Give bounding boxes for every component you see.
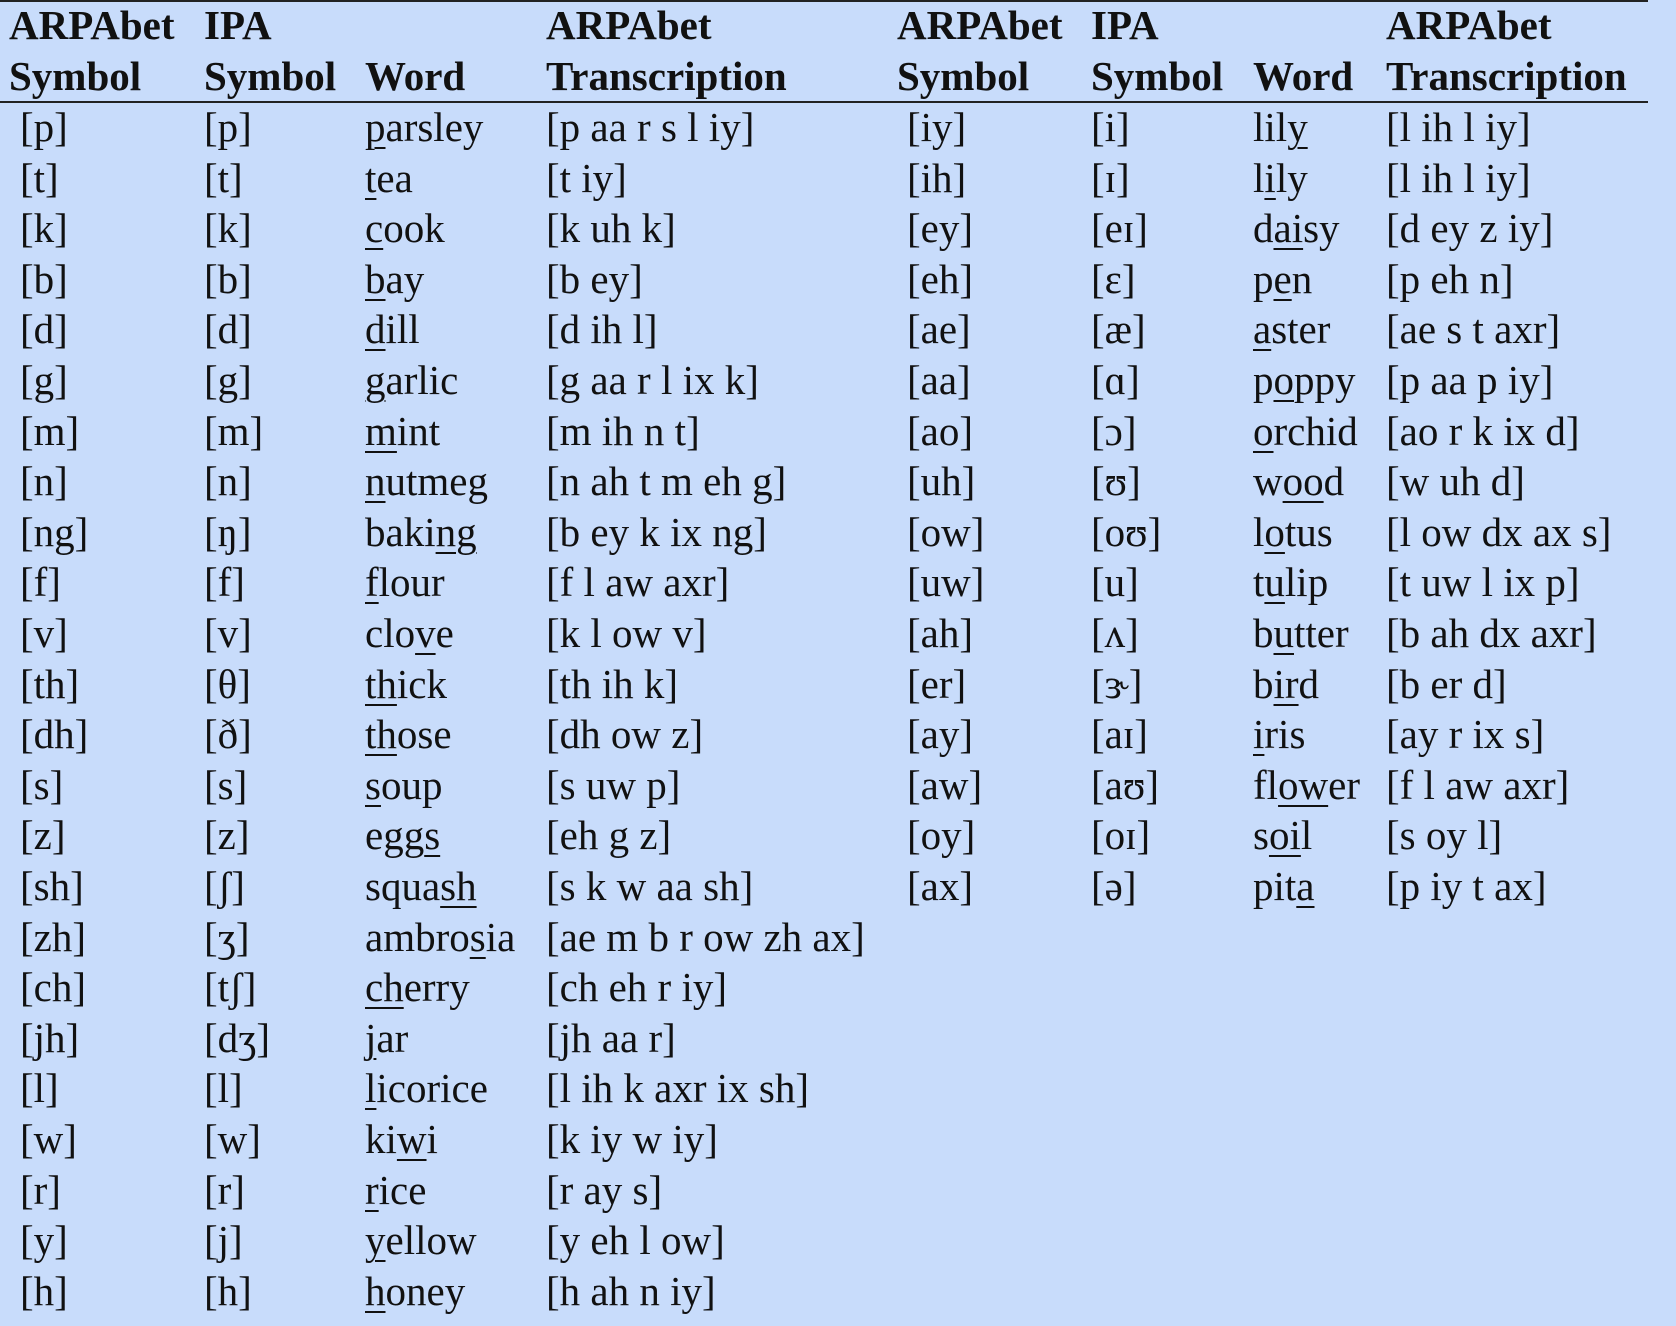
consonant-arpabet-transcription: [p aa r s l iy]: [546, 104, 755, 150]
consonant-example-word: [365, 1165, 426, 1216]
vowel-example-word: [1253, 507, 1333, 558]
vowel-arpabet-transcription: [ay r ix s]: [1386, 711, 1545, 758]
consonant-example-word: [365, 153, 413, 204]
vowel-ipa-symbol: [u]: [1091, 559, 1139, 606]
vowel-arpabet-transcription: [w uh d]: [1386, 458, 1525, 505]
consonant-example-word: [365, 1266, 465, 1317]
word-underlined-part: ai: [1273, 205, 1304, 252]
word-prefix: ambro: [365, 913, 470, 960]
word-prefix: l: [1253, 154, 1265, 201]
vowel-arpabet-transcription: [p eh n]: [1386, 255, 1514, 302]
vowel-ipa-symbol: [oɪ]: [1091, 812, 1151, 859]
word-suffix: ick: [396, 660, 447, 707]
vowel-ipa-symbol: [ə]: [1091, 863, 1137, 909]
consonant-arpabet-transcription: [t iy]: [546, 154, 627, 201]
consonant-ipa-symbol: [k]: [204, 205, 252, 252]
vowel-example-word: [1253, 608, 1349, 659]
word-prefix: baki: [365, 508, 436, 555]
vowel-example-word: [1253, 254, 1312, 305]
vowel-arpabet-transcription: [b er d]: [1386, 660, 1507, 707]
table-row: [0, 456, 1648, 507]
vowel-example-word: [1253, 861, 1315, 912]
vowel-arpabet-symbol: [aw]: [907, 761, 983, 808]
vowel-example-word: [1253, 557, 1328, 608]
table-row: [0, 861, 1648, 912]
vowel-arpabet-symbol: [ay]: [907, 711, 974, 758]
word-underlined-part: r: [365, 1166, 379, 1213]
word-prefix: l: [1253, 508, 1265, 555]
word-suffix: e: [435, 610, 454, 656]
consonant-ipa-symbol: [v]: [204, 610, 252, 656]
word-underlined-part: th: [365, 711, 397, 758]
consonant-arpabet-symbol: [z]: [20, 812, 66, 859]
word-underlined-part: o: [1253, 407, 1274, 454]
consonant-arpabet-transcription: [th ih k]: [546, 660, 679, 707]
table-row: [0, 1266, 1648, 1317]
consonant-ipa-symbol: [t]: [204, 154, 243, 201]
header-arpabet-transcription-left: ARPAbet Transcription: [546, 2, 787, 99]
vowel-arpabet-symbol: [ih]: [907, 154, 967, 201]
table-row: [0, 1215, 1648, 1266]
vowel-arpabet-transcription: [f l aw axr]: [1386, 761, 1570, 808]
word-underlined-part: e: [1273, 255, 1292, 302]
vowel-ipa-symbol: [ɛ]: [1091, 255, 1136, 302]
word-prefix: p: [1253, 255, 1274, 302]
consonant-arpabet-transcription: [d ih l]: [546, 306, 658, 353]
table-row: [0, 912, 1648, 963]
vowel-ipa-symbol: [ɝ]: [1091, 660, 1143, 707]
consonant-arpabet-transcription: [m ih n t]: [546, 407, 700, 454]
vowel-ipa-symbol: [aʊ]: [1091, 761, 1160, 808]
vowel-arpabet-transcription: [t uw l ix p]: [1386, 559, 1580, 606]
vowel-ipa-symbol: [ɑ]: [1091, 357, 1140, 403]
vowel-example-word: [1253, 810, 1312, 861]
word-prefix: d: [1253, 205, 1274, 252]
word-underlined-part: ir: [1273, 660, 1299, 707]
word-prefix: fl: [1253, 761, 1279, 808]
word-suffix: d: [1298, 660, 1320, 707]
table-row: [0, 1063, 1648, 1114]
word-underlined-part: d: [365, 306, 386, 353]
consonant-arpabet-transcription: [s uw p]: [546, 761, 681, 808]
consonant-example-word: [365, 1114, 438, 1165]
vowel-example-word: [1253, 406, 1358, 457]
consonant-example-word: [365, 355, 458, 406]
word-prefix: b: [1253, 610, 1274, 656]
word-underlined-part: s: [424, 812, 441, 859]
consonant-example-word: [365, 810, 440, 861]
word-underlined-part: h: [365, 1267, 386, 1314]
consonant-arpabet-symbol: [k]: [20, 205, 68, 252]
consonant-example-word: [365, 102, 483, 153]
table-row: [0, 608, 1648, 659]
vowel-ipa-symbol: [ʊ]: [1091, 458, 1141, 505]
consonant-arpabet-symbol: [v]: [20, 610, 68, 656]
word-prefix: ki: [365, 1116, 397, 1162]
consonant-arpabet-transcription: [l ih k axr ix sh]: [546, 1065, 810, 1112]
consonant-arpabet-symbol: [f]: [20, 559, 61, 606]
consonant-arpabet-symbol: [sh]: [20, 863, 84, 909]
consonant-ipa-symbol: [j]: [204, 1217, 243, 1264]
consonant-arpabet-transcription: [k l ow v]: [546, 610, 707, 656]
word-prefix: pit: [1253, 863, 1297, 909]
word-underlined-part: oi: [1268, 812, 1301, 859]
consonant-example-word: [365, 659, 447, 710]
vowel-example-word: [1253, 709, 1305, 760]
vowel-example-word: [1253, 153, 1308, 204]
table-row: [0, 962, 1648, 1013]
word-suffix: er: [1328, 761, 1361, 808]
vowel-arpabet-symbol: [uw]: [907, 559, 985, 606]
consonant-ipa-symbol: [ð]: [204, 711, 252, 758]
consonant-arpabet-symbol: [ng]: [20, 508, 89, 555]
consonant-arpabet-transcription: [eh g z]: [546, 812, 672, 859]
word-underlined-part: s: [469, 913, 486, 960]
consonant-arpabet-transcription: [g aa r l ix k]: [546, 357, 759, 403]
vowel-arpabet-transcription: [l ow dx ax s]: [1386, 508, 1612, 555]
word-underlined-part: j: [365, 1014, 377, 1061]
consonant-arpabet-symbol: [dh]: [20, 711, 89, 758]
consonant-arpabet-symbol: [y]: [20, 1217, 68, 1264]
consonant-example-word: [365, 912, 515, 963]
consonant-example-word: [365, 1215, 477, 1266]
word-prefix: clo: [365, 610, 416, 656]
word-suffix: i: [426, 1116, 438, 1162]
word-suffix: arsley: [385, 104, 484, 150]
word-underlined-part: o: [1273, 357, 1294, 403]
consonant-arpabet-transcription: [h ah n iy]: [546, 1267, 716, 1314]
consonant-arpabet-transcription: [n ah t m eh g]: [546, 458, 787, 505]
word-suffix: ster: [1271, 306, 1331, 353]
consonant-example-word: [365, 203, 445, 254]
consonant-example-word: [365, 254, 424, 305]
consonant-arpabet-transcription: [f l aw axr]: [546, 559, 730, 606]
word-prefix: b: [1253, 660, 1274, 707]
vowel-arpabet-symbol: [er]: [907, 660, 967, 707]
header-word-left: Word: [365, 53, 466, 99]
consonant-example-word: [365, 760, 442, 811]
vowel-arpabet-symbol: [eh]: [907, 255, 974, 302]
consonant-arpabet-symbol: [th]: [20, 660, 80, 707]
vowel-arpabet-transcription: [ae s t axr]: [1386, 306, 1561, 353]
vowel-arpabet-transcription: [ao r k ix d]: [1386, 407, 1580, 454]
word-suffix: lour: [378, 559, 445, 606]
word-suffix: utmeg: [385, 458, 488, 505]
consonant-ipa-symbol: [ʒ]: [204, 913, 250, 960]
word-prefix: squa: [365, 863, 441, 909]
word-suffix: d: [1323, 458, 1345, 505]
consonant-arpabet-symbol: [p]: [20, 104, 68, 150]
consonant-arpabet-symbol: [m]: [20, 407, 80, 454]
word-underlined-part: a: [1253, 306, 1272, 353]
vowel-arpabet-symbol: [uh]: [907, 458, 976, 505]
word-suffix: icorice: [376, 1065, 488, 1112]
word-underlined-part: th: [365, 660, 397, 707]
vowel-arpabet-transcription: [l ih l iy]: [1386, 154, 1531, 201]
vowel-example-word: [1253, 102, 1308, 153]
vowel-arpabet-transcription: [p aa p iy]: [1386, 357, 1554, 403]
word-underlined-part: s: [365, 761, 381, 808]
word-suffix: ook: [383, 205, 445, 252]
word-underlined-part: v: [415, 610, 436, 656]
table-row: [0, 1013, 1648, 1064]
consonant-arpabet-transcription: [ch eh r iy]: [546, 964, 727, 1011]
table-row: [0, 659, 1648, 710]
table-row: [0, 810, 1648, 861]
word-suffix: tus: [1284, 508, 1333, 555]
consonant-ipa-symbol: [θ]: [204, 660, 251, 707]
vowel-ipa-symbol: [ʌ]: [1091, 610, 1139, 656]
consonant-ipa-symbol: [p]: [204, 104, 252, 150]
consonant-arpabet-symbol: [zh]: [20, 913, 87, 960]
vowel-arpabet-symbol: [iy]: [907, 104, 967, 150]
consonant-ipa-symbol: [g]: [204, 357, 252, 403]
vowel-arpabet-transcription: [s oy l]: [1386, 812, 1503, 859]
consonant-arpabet-transcription: [b ey k ix ng]: [546, 508, 767, 555]
vowel-arpabet-symbol: [ah]: [907, 610, 974, 656]
vowel-arpabet-transcription: [p iy t ax]: [1386, 863, 1547, 909]
consonant-arpabet-symbol: [s]: [20, 761, 64, 808]
consonant-arpabet-symbol: [ch]: [20, 964, 87, 1011]
consonant-arpabet-symbol: [h]: [20, 1267, 68, 1314]
consonant-example-word: [365, 608, 454, 659]
vowel-arpabet-transcription: [l ih l iy]: [1386, 104, 1531, 150]
consonant-ipa-symbol: [w]: [204, 1116, 261, 1162]
word-suffix: ris: [1264, 711, 1306, 758]
consonant-ipa-symbol: [f]: [204, 559, 245, 606]
word-suffix: sy: [1303, 205, 1340, 252]
header-ipa-symbol-left: IPA Symbol: [204, 2, 337, 99]
vowel-arpabet-symbol: [ae]: [907, 306, 971, 353]
word-suffix: int: [396, 407, 441, 454]
word-underlined-part: a: [1296, 863, 1315, 909]
consonant-arpabet-symbol: [b]: [20, 255, 68, 302]
consonant-ipa-symbol: [ŋ]: [204, 508, 252, 555]
consonant-example-word: [365, 962, 470, 1013]
consonant-example-word: [365, 1063, 488, 1114]
word-suffix: lip: [1284, 559, 1329, 606]
word-underlined-part: w: [396, 1116, 427, 1162]
consonant-arpabet-transcription: [jh aa r]: [546, 1014, 676, 1061]
word-suffix: ellow: [385, 1217, 477, 1264]
consonant-arpabet-symbol: [jh]: [20, 1014, 80, 1061]
word-underlined-part: u: [1273, 610, 1294, 656]
word-underlined-part: m: [365, 407, 397, 454]
word-suffix: arlic: [385, 357, 459, 403]
header-arpabet-symbol-right: ARPAbet Symbol: [897, 2, 1063, 99]
consonant-arpabet-symbol: [t]: [20, 154, 59, 201]
word-underlined-part: o: [1264, 508, 1285, 555]
consonant-arpabet-symbol: [r]: [20, 1166, 61, 1213]
consonant-arpabet-transcription: [b ey]: [546, 255, 643, 302]
consonant-ipa-symbol: [z]: [204, 812, 250, 859]
table-row: [0, 153, 1648, 204]
vowel-arpabet-symbol: [ow]: [907, 508, 985, 555]
word-suffix: tter: [1294, 610, 1349, 656]
consonant-arpabet-transcription: [s k w aa sh]: [546, 863, 754, 909]
consonant-arpabet-symbol: [n]: [20, 458, 68, 505]
consonant-example-word: [365, 507, 477, 558]
consonant-ipa-symbol: [h]: [204, 1267, 252, 1314]
word-underlined-part: u: [1264, 559, 1285, 606]
vowel-arpabet-symbol: [ao]: [907, 407, 974, 454]
consonant-example-word: [365, 1013, 408, 1064]
vowel-ipa-symbol: [i]: [1091, 104, 1130, 150]
vowel-example-word: [1253, 456, 1344, 507]
consonant-example-word: [365, 709, 452, 760]
table-row: [0, 102, 1648, 153]
vowel-ipa-symbol: [æ]: [1091, 306, 1146, 353]
consonant-example-word: [365, 861, 477, 912]
word-underlined-part: oo: [1282, 458, 1324, 505]
word-suffix: oup: [380, 761, 443, 808]
vowel-arpabet-symbol: [ax]: [907, 863, 974, 909]
consonant-arpabet-transcription: [ae m b r ow zh ax]: [546, 913, 865, 960]
header-word-right: Word: [1253, 53, 1354, 99]
consonant-ipa-symbol: [d]: [204, 306, 252, 353]
consonant-arpabet-symbol: [l]: [20, 1065, 59, 1112]
word-suffix: ppy: [1294, 357, 1356, 403]
word-prefix: s: [1253, 812, 1269, 859]
word-underlined-part: f: [365, 559, 379, 606]
vowel-ipa-symbol: [oʊ]: [1091, 508, 1162, 555]
word-suffix: ar: [376, 1014, 409, 1061]
consonant-arpabet-transcription: [k uh k]: [546, 205, 676, 252]
word-underlined-part: sh: [440, 863, 477, 909]
consonant-ipa-symbol: [s]: [204, 761, 248, 808]
word-prefix: p: [1253, 357, 1274, 403]
word-underlined-part: ow: [1278, 761, 1329, 808]
word-suffix: ice: [378, 1166, 427, 1213]
consonant-ipa-symbol: [ʃ]: [204, 863, 245, 909]
word-underlined-part: i: [1253, 711, 1265, 758]
word-suffix: n: [1291, 255, 1313, 302]
vowel-ipa-symbol: [eɪ]: [1091, 205, 1148, 252]
consonant-ipa-symbol: [tʃ]: [204, 964, 257, 1011]
table-row: [0, 355, 1648, 406]
consonant-arpabet-symbol: [d]: [20, 306, 68, 353]
consonant-arpabet-symbol: [w]: [20, 1116, 77, 1162]
consonant-example-word: [365, 456, 488, 507]
vowel-example-word: [1253, 203, 1340, 254]
vowel-example-word: [1253, 760, 1360, 811]
word-suffix: erry: [403, 964, 470, 1011]
word-suffix: l: [1300, 812, 1313, 859]
vowel-arpabet-symbol: [oy]: [907, 812, 976, 859]
table-row: [0, 203, 1648, 254]
consonant-arpabet-transcription: [k iy w iy]: [546, 1116, 718, 1162]
word-suffix: rchid: [1273, 407, 1358, 454]
word-suffix: ea: [376, 154, 413, 201]
consonant-ipa-symbol: [l]: [204, 1065, 243, 1112]
vowel-arpabet-symbol: [ey]: [907, 205, 974, 252]
word-prefix: w: [1253, 458, 1283, 505]
vowel-arpabet-symbol: [aa]: [907, 357, 971, 403]
consonant-arpabet-symbol: [g]: [20, 357, 68, 403]
word-underlined-part: l: [365, 1065, 377, 1112]
table-row: [0, 406, 1648, 457]
vowel-example-word: [1253, 355, 1356, 406]
word-prefix: t: [1253, 559, 1265, 606]
word-underlined-part: y: [1287, 104, 1308, 150]
word-underlined-part: y: [365, 1217, 386, 1264]
word-prefix: lil: [1253, 104, 1288, 150]
table-row: [0, 507, 1648, 558]
header-arpabet-symbol-left: ARPAbet Symbol: [9, 2, 175, 99]
vowel-ipa-symbol: [ɔ]: [1091, 407, 1137, 454]
word-suffix: oney: [385, 1267, 466, 1314]
header-arpabet-transcription-right: ARPAbet Transcription: [1386, 2, 1627, 99]
word-prefix: egg: [365, 812, 425, 859]
table-row: [0, 709, 1648, 760]
vowel-ipa-symbol: [ɪ]: [1091, 154, 1130, 201]
word-underlined-part: b: [365, 255, 386, 302]
vowel-ipa-symbol: [aɪ]: [1091, 711, 1148, 758]
table-row: [0, 254, 1648, 305]
vowel-arpabet-transcription: [b ah dx axr]: [1386, 610, 1597, 656]
consonant-example-word: [365, 406, 440, 457]
consonant-ipa-symbol: [r]: [204, 1166, 245, 1213]
consonant-ipa-symbol: [dʒ]: [204, 1014, 271, 1061]
word-underlined-part: n: [365, 458, 386, 505]
vowel-example-word: [1253, 659, 1319, 710]
word-suffix: ia: [485, 913, 516, 960]
word-underlined-part: ch: [365, 964, 404, 1011]
vowel-arpabet-transcription: [d ey z iy]: [1386, 205, 1554, 252]
consonant-arpabet-transcription: [r ay s]: [546, 1166, 663, 1213]
table-row: [0, 760, 1648, 811]
consonant-ipa-symbol: [m]: [204, 407, 264, 454]
table-row: [0, 557, 1648, 608]
table-row: [0, 1114, 1648, 1165]
word-suffix: ay: [385, 255, 425, 302]
word-underlined-part: i: [1264, 154, 1276, 201]
word-underlined-part: c: [365, 205, 384, 252]
word-underlined-part: p: [365, 104, 386, 150]
table-row: [0, 1165, 1648, 1216]
table-row: [0, 304, 1648, 355]
word-suffix: ill: [385, 306, 420, 353]
consonant-example-word: [365, 557, 445, 608]
word-underlined-part: g: [365, 357, 386, 403]
consonant-ipa-symbol: [b]: [204, 255, 252, 302]
consonant-example-word: [365, 304, 420, 355]
word-suffix: ly: [1275, 154, 1308, 201]
consonant-arpabet-transcription: [dh ow z]: [546, 711, 704, 758]
word-underlined-part: t: [365, 154, 377, 201]
consonant-ipa-symbol: [n]: [204, 458, 252, 505]
header-ipa-symbol-right: IPA Symbol: [1091, 2, 1224, 99]
consonant-arpabet-transcription: [y eh l ow]: [546, 1217, 725, 1264]
word-suffix: ose: [396, 711, 452, 758]
vowel-example-word: [1253, 304, 1330, 355]
word-underlined-part: ng: [435, 508, 477, 555]
